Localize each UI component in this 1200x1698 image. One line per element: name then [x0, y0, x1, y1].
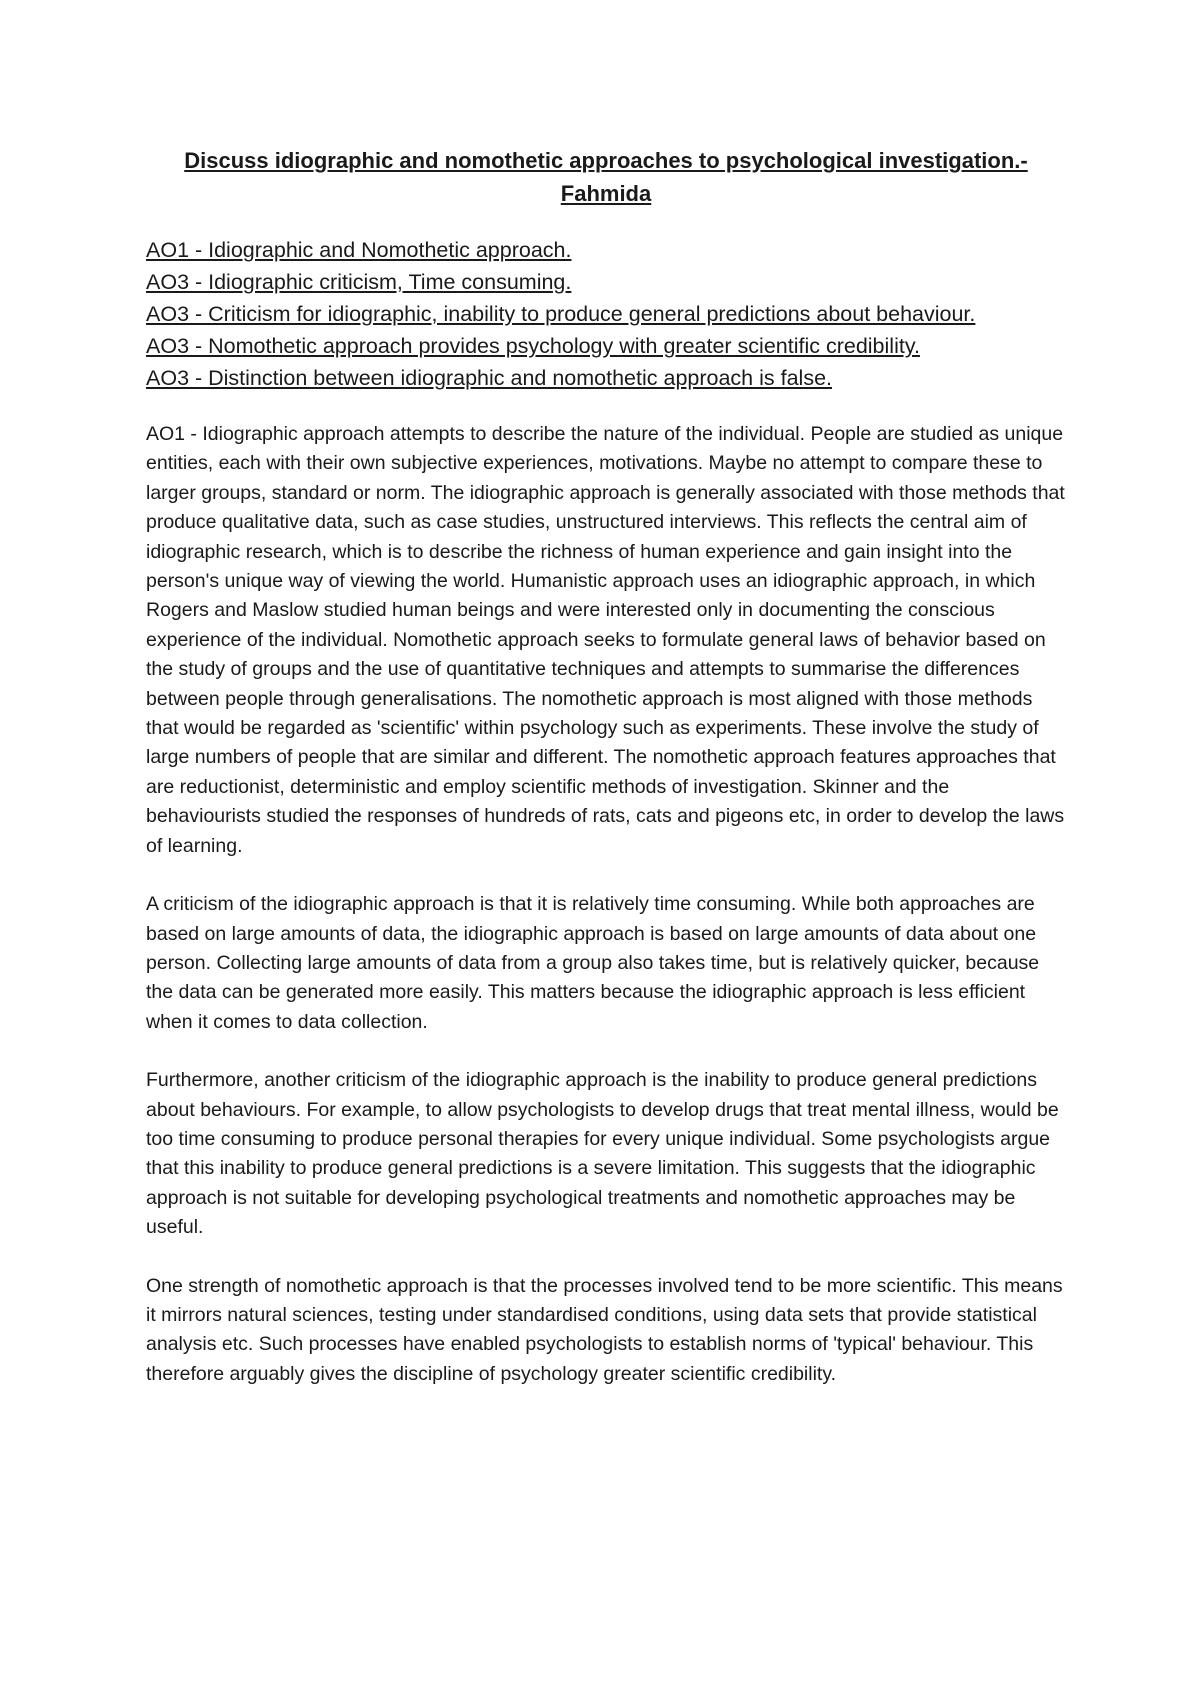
document-title: Discuss idiographic and nomothetic approaches to psychological investigation.- Fahmida	[184, 148, 1028, 206]
objective-item: AO3 - Distinction between idiographic and nomothetic approach is false.	[146, 366, 832, 390]
objectives-list	[146, 234, 1066, 394]
objective-item: AO3 - Idiographic criticism, Time consuming.	[146, 270, 572, 294]
objective-item: AO3 - Criticism for idiographic, inability to produce general predictions about behaviour.	[146, 302, 976, 326]
objective-item: AO3 - Nomothetic approach provides psychology with greater scientific credibility.	[146, 334, 920, 358]
objective-item: AO1 - Idiographic and Nomothetic approach.	[146, 238, 572, 262]
paragraph-general-predictions-criticism: Furthermore, another criticism of the idiographic approach is the inability to produce general predictions about behaviours. For example, to allow psychologists to develop drugs that treat mental illness, would be too time consuming to produce personal therapies for every unique individual. Some psychologists argue that this inability to produce general predictions is a severe limitation. This suggests that the idiographic approach is not suitable for developing psychological treatments and nomothetic approaches may be useful.	[146, 1069, 1059, 1239]
paragraph-ao1-description: AO1 - Idiographic approach attempts to describe the nature of the individual. People are studied as unique entities, each with their own subjective experiences, motivations. Maybe no attempt to compare these to larger groups, standard or norm. The idiographic approach is generally associated with those methods that produce qualitative data, such as case studies, unstructured interviews. This reflects the central aim of idiographic research, which is to describe the richness of human experience and gain insight into the person's unique way of viewing the world. Humanistic approach uses an idiographic approach, in which Rogers and Maslow studied human beings and were interested only in documenting the conscious experience of the individual. Nomothetic approach seeks to formulate general laws of behavior based on the study of groups and the use of quantitative techniques and attempts to summarise the differences between people through generalisations. The nomothetic approach is most aligned with those methods that would be regarded as 'scientific' within psychology such as experiments. These involve the study of large numbers of people that are similar and different. The nomothetic approach features approaches that are reductionist, deterministic and employ scientific methods of investigation. Skinner and the behaviourists studied the responses of hundreds of rats, cats and pigeons etc, in order to develop the laws of learning.	[146, 423, 1065, 857]
paragraph-nomothetic-strength: One strength of nomothetic approach is that the processes involved tend to be more scientific. This means it mirrors natural sciences, testing under standardised conditions, using data sets that provide statistical analysis etc. Such processes have enabled psychologists to establish norms of 'typical' behaviour. This therefore arguably gives the discipline of psychology greater scientific credibility.	[146, 1274, 1063, 1385]
document-content	[146, 144, 1066, 1418]
paragraph-time-consuming-criticism: A criticism of the idiographic approach is that it is relatively time consuming. While both approaches are based on large amounts of data, the idiographic approach is based on large amounts of data about one person. Collecting large amounts of data from a group also takes time, but is relatively quicker, because the data can be generated more easily. This matters because the idiographic approach is less efficient when it comes to data collection.	[146, 893, 1040, 1033]
